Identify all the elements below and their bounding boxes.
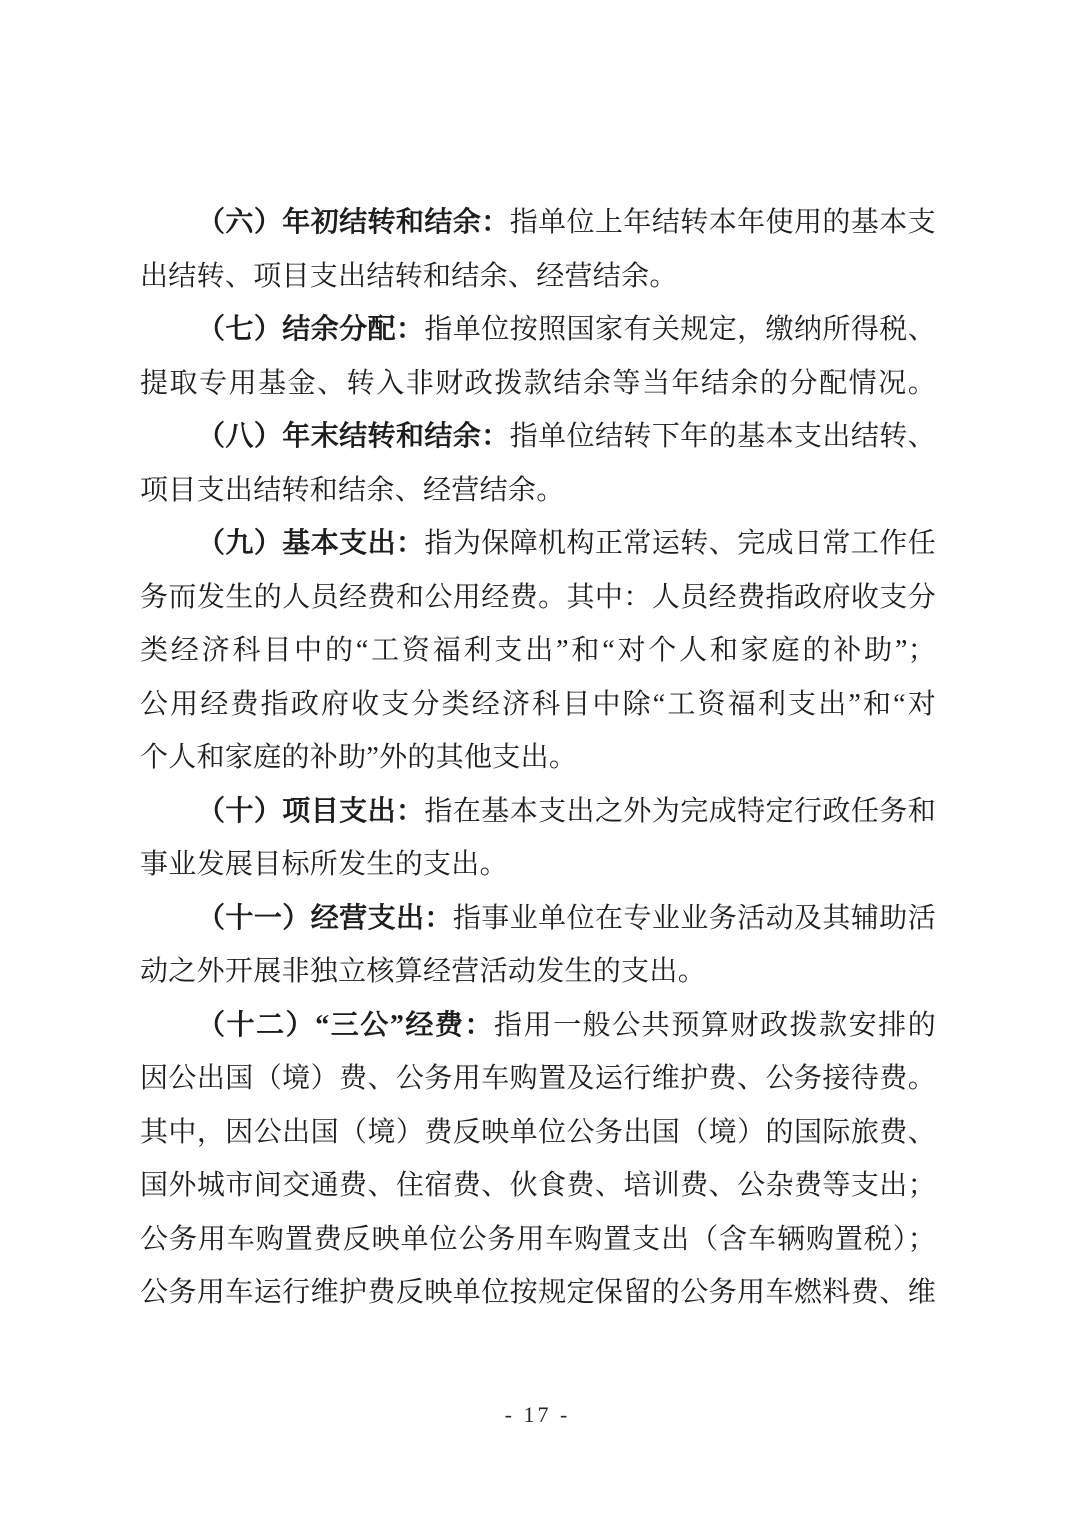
line-text: 公用经费指政府收支分类经济科目中除“工资福利支出”和“对 — [140, 688, 936, 720]
text-line — [140, 1052, 936, 1106]
text-line — [140, 517, 936, 571]
term-label: （七）结余分配： — [197, 314, 425, 345]
line-text: 出结转、项目支出结转和结余、经营结余。 — [140, 260, 678, 292]
term-label: （十二）“三公”经费： — [197, 1009, 495, 1041]
text-line — [140, 196, 936, 250]
text-line — [140, 1106, 936, 1160]
text-line — [140, 785, 936, 839]
line-text: 类经济科目中的“工资福利支出”和“对个人和家庭的补助”； — [140, 635, 936, 666]
line-text: 指为保障机构正常运转、完成日常工作任 — [424, 528, 936, 559]
page-number: - 17 - — [504, 1402, 571, 1427]
text-line — [140, 1213, 936, 1267]
line-text: 公务用车运行维护费反映单位按规定保留的公务用车燃料费、维 — [140, 1277, 936, 1308]
text-line — [140, 624, 936, 678]
line-text: 指单位上年结转本年使用的基本支 — [509, 207, 936, 238]
line-text: 指单位按照国家有关规定，缴纳所得税、 — [424, 314, 936, 345]
line-text: 其中，因公出国（境）费反映单位公务出国（境）的国际旅费、 — [140, 1116, 936, 1148]
line-text: 指在基本支出之外为完成特定行政任务和 — [424, 795, 936, 827]
text-line — [140, 250, 936, 304]
line-text: 务而发生的人员经费和公用经费。其中：人员经费指政府收支分 — [140, 581, 936, 613]
text-line — [140, 678, 936, 732]
text-line — [140, 945, 936, 999]
line-text: 国外城市间交通费、住宿费、伙食费、培训费、公杂费等支出； — [140, 1170, 936, 1201]
text-line — [140, 410, 936, 464]
line-text: 项目支出结转和结余、经营结余。 — [140, 474, 565, 506]
text-line — [140, 1266, 936, 1320]
term-label: （十）项目支出： — [197, 795, 425, 827]
line-text: 事业发展目标所发生的支出。 — [140, 849, 508, 880]
text-line — [140, 571, 936, 625]
text-line — [140, 464, 936, 518]
line-text: 指单位结转下年的基本支出结转、 — [509, 421, 936, 452]
text-line — [140, 999, 936, 1053]
text-line — [140, 838, 936, 892]
line-text: 公务用车购置费反映单位公务用车购置支出（含车辆购置税）； — [140, 1223, 936, 1255]
text-line — [140, 892, 936, 946]
term-label: （八）年末结转和结余： — [197, 421, 510, 452]
line-text: 个人和家庭的补助”外的其他支出。 — [140, 742, 578, 773]
line-text: 提取专用基金、转入非财政拨款结余等当年结余的分配情况。 — [140, 367, 936, 399]
term-label: （十一）经营支出： — [197, 902, 453, 934]
text-line — [140, 731, 936, 785]
term-label: （六）年初结转和结余： — [197, 207, 510, 238]
text-line — [140, 357, 936, 411]
text-line — [140, 303, 936, 357]
text-block — [140, 196, 936, 1320]
text-line — [140, 1159, 936, 1213]
term-label: （九）基本支出： — [197, 528, 425, 559]
line-text: 指事业单位在专业业务活动及其辅助活 — [452, 902, 936, 934]
line-text: 动之外开展非独立核算经营活动发生的支出。 — [140, 956, 707, 987]
line-text: 因公出国（境）费、公务用车购置及运行维护费、公务接待费。 — [140, 1063, 936, 1094]
line-text: 指用一般公共预算财政拨款安排的 — [494, 1009, 936, 1041]
